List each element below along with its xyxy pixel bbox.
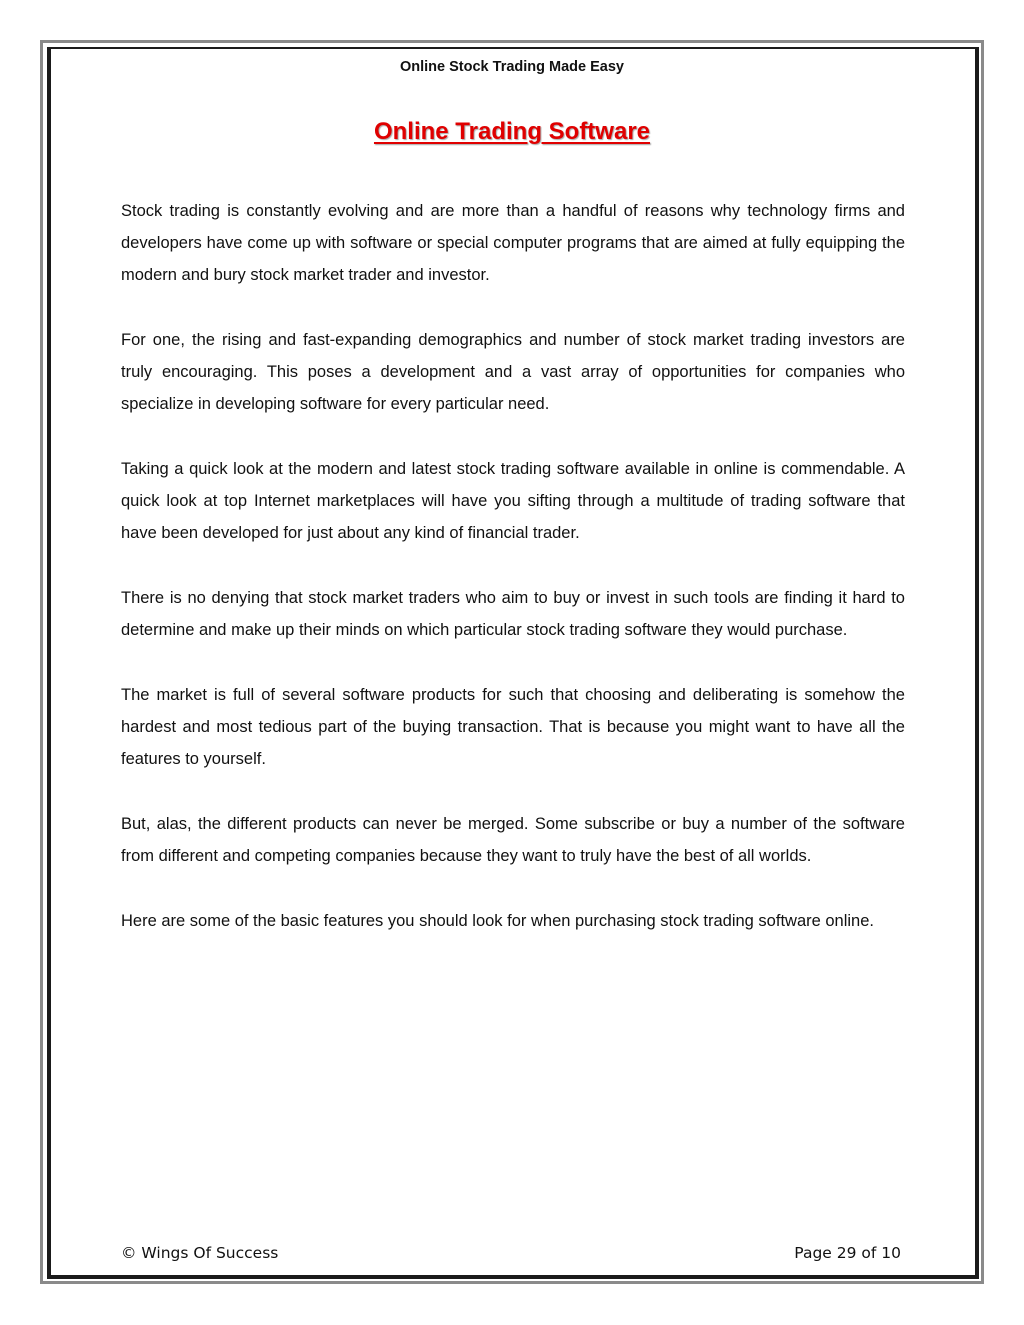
- running-header: Online Stock Trading Made Easy: [399, 59, 624, 75]
- footer-copyright: © Wings Of Success: [121, 1244, 279, 1262]
- body-text: [121, 195, 905, 970]
- paragraph-5: The market is full of several software products for such that choosing and deliberating is somehow the hardest and most tedious part of the buying transaction. That is because you might want to have all the features to yourself.: [121, 686, 905, 768]
- paragraph-4: There is no denying that stock market traders who aim to buy or invest in such tools are finding it hard to determine and make up their minds on which particular stock trading software they would purchase.: [121, 589, 905, 639]
- paragraph-7: Here are some of the basic features you should look for when purchasing stock trading software online.: [121, 912, 874, 930]
- paragraph-1: Stock trading is constantly evolving and are more than a handful of reasons why technology firms and developers have come up with software or special computer programs that are aimed at fully equipping the modern and bury stock market trader and investor.: [121, 202, 905, 284]
- paragraph-6: But, alas, the different products can never be merged. Some subscribe or buy a number of the software from different and competing companies because they want to truly have the best of all worlds.: [121, 815, 905, 865]
- paragraph-2: For one, the rising and fast-expanding demographics and number of stock market trading investors are truly encouraging. This poses a development and a vast array of opportunities for companies who specialize in developing software for every particular need.: [121, 331, 905, 413]
- footer-page-number: Page 29 of 10: [794, 1244, 901, 1262]
- page-title: Online Trading Software: [373, 118, 651, 145]
- paragraph-3: Taking a quick look at the modern and latest stock trading software available in online is commendable. A quick look at top Internet marketplaces will have you sifting through a multitude of trading software that have been developed for just about any kind of financial trader.: [121, 460, 905, 542]
